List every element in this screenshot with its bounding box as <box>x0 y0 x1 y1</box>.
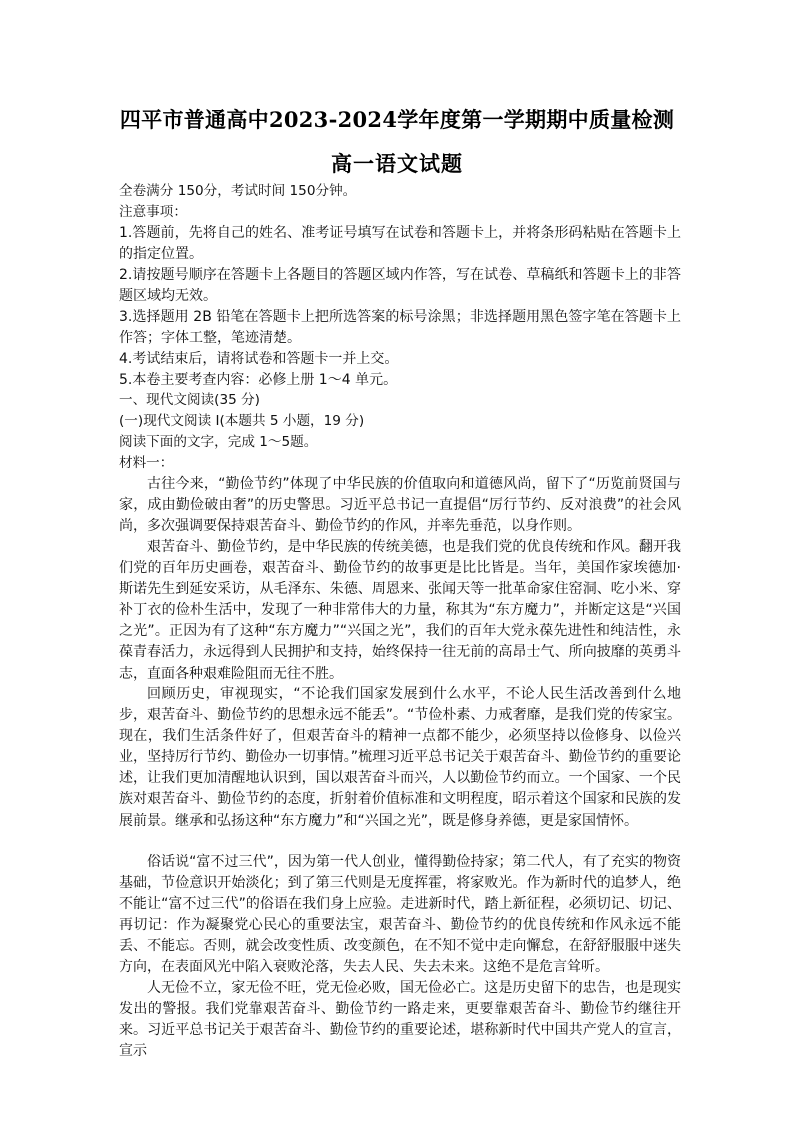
exam-meta: 全卷满分 150分，考试时间 150分钟。 <box>119 183 357 199</box>
material-label: 材料一： <box>119 455 174 471</box>
reading-instruction: 阅读下面的文字，完成 1～5题。 <box>119 434 318 450</box>
material-paragraph-4: 俗话说“富不过三代”，因为第一代人创业，懂得勤俭持家；第二代人，有了充实的物资基础，节俭意识开始淡化；到了第三代则是无度挥霍，将家败光。作为新时代的追梦人，绝不能让“富不过三代”的俗语在我们身上应验。走进新时代，踏上新征程，必须切记、切记、再切记：作为凝聚党心民心的重要法宝，艰苦奋斗、勤俭节约的优良传统和作风永远不能丢、不能忘。否则，就会改变性质、改变颜色，在不知不觉中走向懈怠，在舒舒服服中迷失方向，在表面风光中陷入衰败沦落，失去人民、失去未来。这绝不是危言耸听。 <box>119 854 681 976</box>
material-paragraph-2: 艰苦奋斗、勤俭节约，是中华民族的传统美德，也是我们党的优良传统和作风。翻开我们党的百年历史画卷，艰苦奋斗、勤俭节约的故事更是比比皆是。当年，美国作家埃德加·斯诺先生到延安采访，从毛泽东、朱德、周恩来、张闻天等一批革命家住窑洞、吃小米、穿补丁衣的俭朴生活中，发现了一种非常伟大的力量，称其为“东方魔力”，并断定这是“兴国之光”。正因为有了这种“东方魔力”“兴国之光”，我们的百年大党永葆先进性和纯洁性，永葆青春活力，永远得到人民拥护和支持，始终保持一往无前的高昂士气、所向披靡的英勇斗志，直面各种艰难险阻而无往不胜。 <box>119 539 681 682</box>
notice-item-1: 1.答题前，先将自己的姓名、准考证号填写在试卷和答题卡上，并将条形码粘贴在答题卡上的指定位置。 <box>119 225 681 263</box>
section-heading: 一、现代文阅读(35 分) <box>119 392 260 408</box>
exam-title: 四平市普通高中2023-2024学年度第一学期期中质量检测 <box>119 107 675 132</box>
material-paragraph-1: 古往今来，“勤俭节约”体现了中华民族的价值取向和道德风尚，留下了“历览前贤国与家，成由勤俭破由奢”的历史警思。习近平总书记一直提倡“厉行节约、反对浪费”的社会风尚，多次强调要保持艰苦奋斗、勤俭节约的作风，并率先垂范，以身作则。 <box>119 476 681 535</box>
notice-item-2: 2.请按题号顺序在答题卡上各题目的答题区域内作答，写在试卷、草稿纸和答题卡上的非答题区域均无效。 <box>119 267 681 305</box>
notice-item-5: 5.本卷主要考查内容：必修上册 1～4 单元。 <box>119 372 398 388</box>
notice-heading: 注意事项： <box>119 204 187 220</box>
subsection-heading: (一)现代文阅读 I(本题共 5 小题，19 分) <box>119 413 365 429</box>
material-paragraph-3: 回顾历史，审视现实，“不论我们国家发展到什么水平，不论人民生活改善到什么地步，艰苦奋斗、勤俭节约的思想永远不能丢”。“节俭朴素、力戒奢靡，是我们党的传家宝。现在，我们生活条件好了，但艰苦奋斗的精神一点都不能少，必须坚持以俭修身、以俭兴业，坚持厉行节约、勤俭办一切事情。”梳理习近平总书记关于艰苦奋斗、勤俭节约的重要论述，让我们更加清醒地认识到，国以艰苦奋斗而兴，人以勤俭节约而立。一个国家、一个民族对艰苦奋斗、勤俭节约的态度，折射着价值标准和文明程度，昭示着这个国家和民族的发展前景。继承和弘扬这种“东方魔力”和“兴国之光”，既是修身养德，更是家国情怀。 <box>119 686 681 829</box>
notice-item-4: 4.考试结束后，请将试卷和答题卡一并上交。 <box>119 351 399 367</box>
exam-subtitle: 高一语文试题 <box>331 151 463 176</box>
material-paragraph-5: 人无俭不立，家无俭不旺，党无俭必败，国无俭必亡。这是历史留下的忠告，也是现实发出的警报。我们党靠艰苦奋斗、勤俭节约一路走来，更要靠艰苦奋斗、勤俭节约继往开来。习近平总书记关于艰苦奋斗、勤俭节约的重要论述，堪称新时代中国共产党人的宣言，宣示 <box>119 980 681 1060</box>
notice-item-3: 3.选择题用 2B 铅笔在答题卡上把所选答案的标号涂黑；非选择题用黑色签字笔在答题卡上作答；字体工整，笔迹清楚。 <box>119 309 681 347</box>
